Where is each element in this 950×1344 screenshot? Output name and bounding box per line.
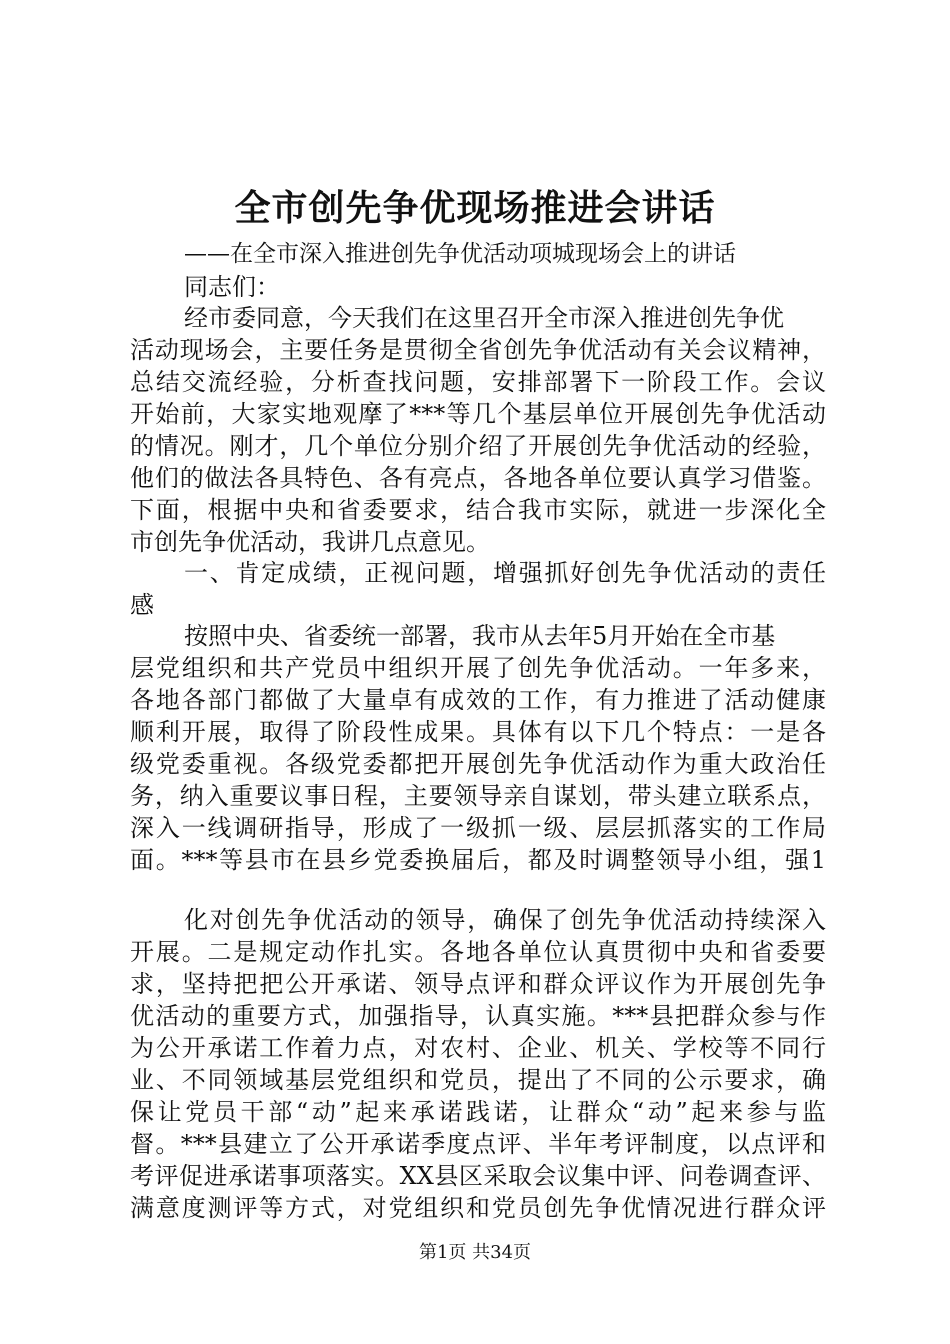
document-subtitle: ——在全市深入推进创先争优活动项城现场会上的讲话 [184, 241, 736, 267]
paragraph-line: 的情况。刚才，几个单位分别介绍了开展创先争优活动的经验， [130, 432, 826, 460]
paragraph-line: 保让党员干部“动”起来承诺践诺，让群众“动”起来参与监 [130, 1098, 826, 1126]
paragraph-line: 顺利开展，取得了阶段性成果。具体有以下几个特点：一是各 [130, 718, 826, 746]
paragraph-line: 为公开承诺工作着力点，对农村、企业、机关、学校等不同行 [130, 1034, 826, 1062]
paragraph-line: 级党委重视。各级党委都把开展创先争优活动作为重大政治任 [130, 750, 826, 778]
paragraph-line: 总结交流经验，分析查找问题，安排部署下一阶段工作。会议 [130, 368, 826, 396]
paragraph-line: 面。***等县市在县乡党委换届后，都及时调整领导小组，强1 [130, 846, 826, 874]
paragraph-line: 下面，根据中央和省委要求，结合我市实际，就进一步深化全 [130, 496, 826, 524]
paragraph-line: 考评促进承诺事项落实。XX县区采取会议集中评、问卷调查评、 [130, 1162, 826, 1190]
paragraph-line: 开展。二是规定动作扎实。各地各单位认真贯彻中央和省委要 [130, 938, 826, 966]
paragraph-line: 业、不同领域基层党组织和党员，提出了不同的公示要求，确 [130, 1066, 826, 1094]
paragraph-line: 活动现场会，主要任务是贯彻全省创先争优活动有关会议精神， [130, 336, 826, 364]
paragraph-line: 满意度测评等方式，对党组织和党员创先争优情况进行群众评 [130, 1194, 826, 1222]
section-heading-continued: 感 [130, 591, 154, 619]
paragraph-line: 按照中央、省委统一部署，我市从去年5月开始在全市基 [184, 622, 776, 650]
salutation: 同志们： [184, 273, 280, 301]
page-number-footer: 第1页 共34页 [418, 1242, 532, 1263]
section-heading: 一、肯定成绩，正视问题，增强抓好创先争优活动的责任 [184, 559, 826, 587]
paragraph-line: 化对创先争优活动的领导，确保了创先争优活动持续深入 [184, 906, 826, 934]
paragraph-line: 他们的做法各具特色、各有亮点，各地各单位要认真学习借鉴。 [130, 464, 826, 492]
document-title: 全市创先争优现场推进会讲话 [234, 187, 716, 229]
paragraph-line: 经市委同意，今天我们在这里召开全市深入推进创先争优 [184, 304, 784, 332]
paragraph-line: 市创先争优活动，我讲几点意见。 [130, 528, 490, 556]
paragraph-line: 督。***县建立了公开承诺季度点评、半年考评制度，以点评和 [130, 1130, 826, 1158]
paragraph-line: 务，纳入重要议事日程，主要领导亲自谋划，带头建立联系点， [130, 782, 826, 810]
paragraph-line: 深入一线调研指导，形成了一级抓一级、层层抓落实的工作局 [130, 814, 826, 842]
paragraph-line: 各地各部门都做了大量卓有成效的工作，有力推进了活动健康 [130, 686, 826, 714]
paragraph-line: 优活动的重要方式，加强指导，认真实施。***县把群众参与作 [130, 1002, 826, 1030]
paragraph-line: 求，坚持把把公开承诺、领导点评和群众评议作为开展创先争 [130, 970, 826, 998]
paragraph-line: 层党组织和共产党员中组织开展了创先争优活动。一年多来， [130, 654, 826, 682]
paragraph-line: 开始前，大家实地观摩了***等几个基层单位开展创先争优活动 [130, 400, 826, 428]
